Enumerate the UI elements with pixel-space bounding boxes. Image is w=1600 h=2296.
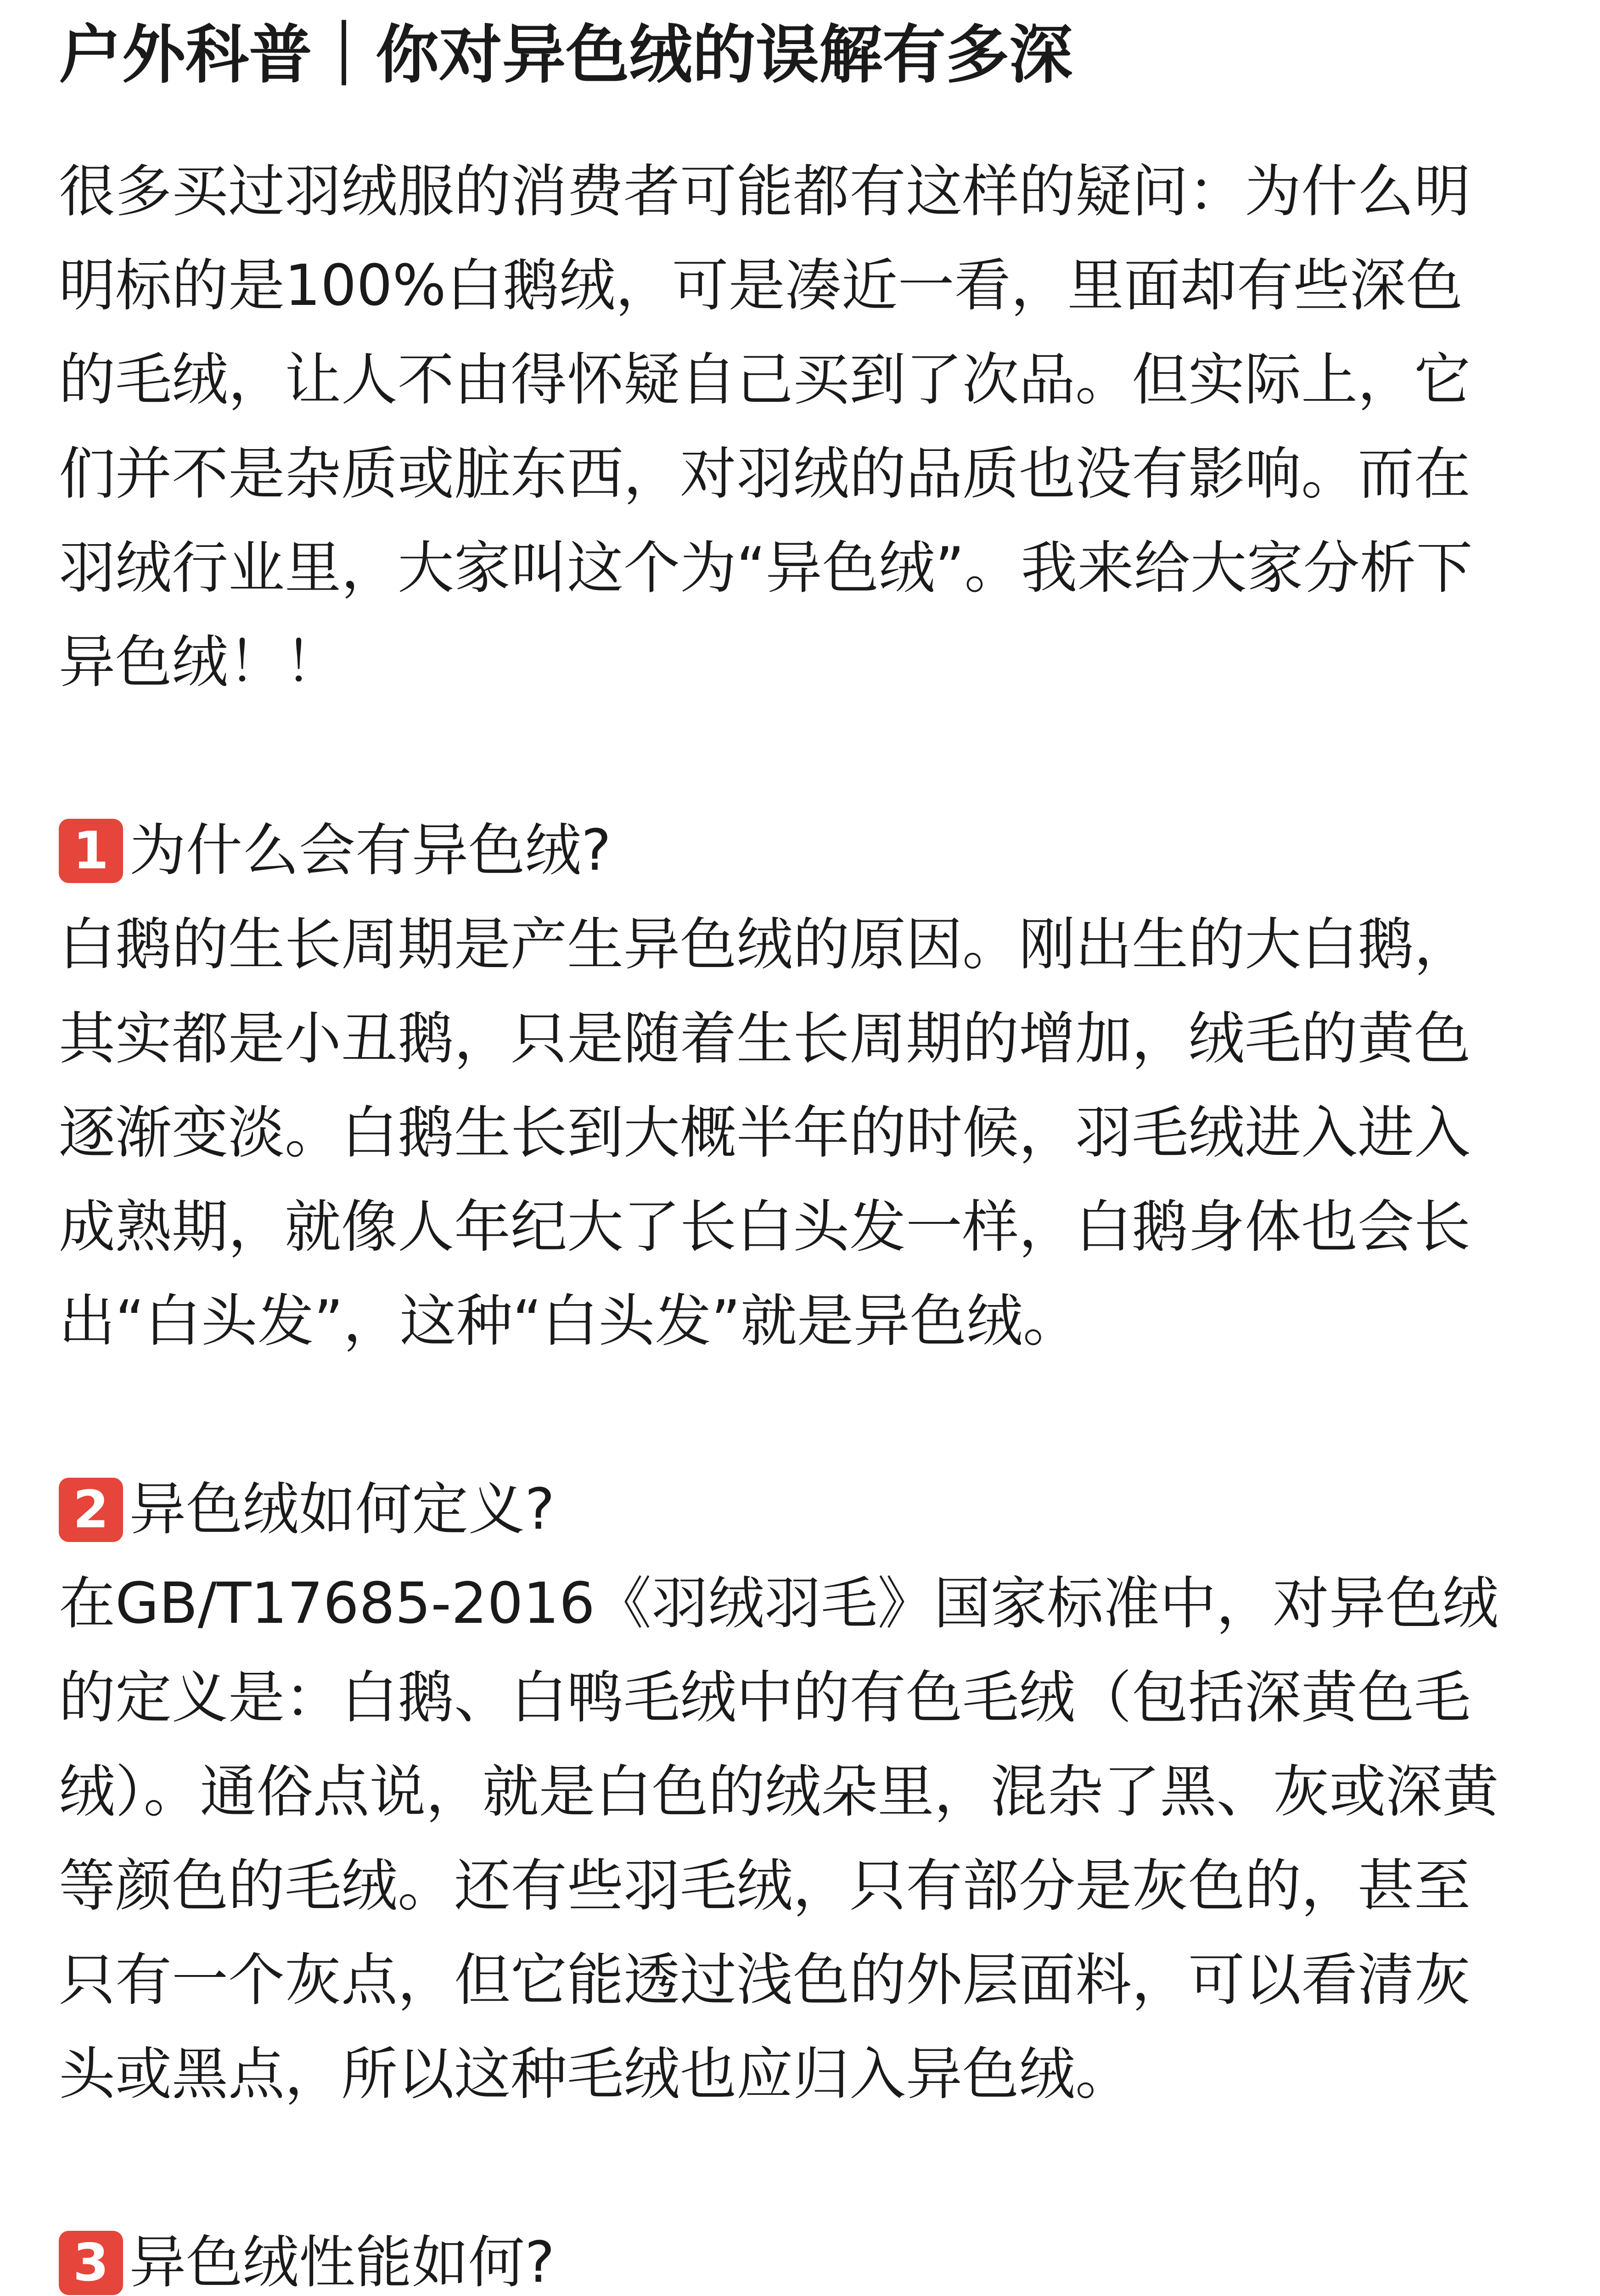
- intro-line: 羽绒行业里，大家叫这个为“异色绒”。我来给大家分析下: [59, 535, 1473, 601]
- intro-line: 很多买过羽绒服的消费者可能都有这样的疑问：为什么明: [59, 159, 1471, 225]
- intro-line: 异色绒！！: [59, 630, 341, 695]
- number-2-badge-icon: 2: [59, 1478, 123, 1542]
- intro-paragraph: [59, 145, 1549, 709]
- number-3-badge-icon: 3: [59, 2231, 123, 2295]
- body-line: 的定义是：白鹅、白鸭毛绒中的有色毛绒（包括深黄色毛: [59, 1665, 1471, 1731]
- section-heading: [59, 1463, 1549, 1557]
- body-line: 白鹅的生长周期是产生异色绒的原因。刚出生的大白鹅，: [59, 912, 1471, 978]
- body-line: 等颜色的毛绒。还有些羽毛绒，只有部分是灰色的，甚至: [59, 1853, 1471, 1919]
- section-heading: [59, 2216, 1549, 2296]
- post-title: 户外科普｜你对异色绒的误解有多深: [59, 18, 1073, 92]
- section-heading-text: 为什么会有异色绒?: [129, 818, 612, 884]
- body-line: 只有一个灰点，但它能透过浅色的外层面料，可以看清灰: [59, 1947, 1471, 2013]
- section-2: [59, 1463, 1549, 2122]
- body-line: 逐渐变淡。白鹅生长到大概半年的时候，羽毛绒进入进入: [59, 1100, 1471, 1166]
- spacer: [59, 1368, 1549, 1463]
- spacer: [59, 709, 1549, 804]
- spacer: [59, 101, 1549, 145]
- body-line: 绒）。通俗点说，就是白色的绒朵里，混杂了黑、灰或深黄: [59, 1759, 1499, 1825]
- body-line: 在GB/T17685-2016《羽绒羽毛》国家标准中，对异色绒: [59, 1571, 1499, 1637]
- body-line: 成熟期，就像人年纪大了长白头发一样，白鹅身体也会长: [59, 1194, 1471, 1260]
- spacer: [59, 2122, 1549, 2216]
- intro-line: 们并不是杂质或脏东西，对羽绒的品质也没有影响。而在: [59, 441, 1471, 507]
- number-1-badge-icon: 1: [59, 819, 123, 883]
- section-heading-text: 异色绒如何定义?: [129, 1477, 555, 1542]
- section-body: [59, 898, 1549, 1368]
- body-line: 其实都是小丑鹅，只是随着生长周期的增加，绒毛的黄色: [59, 1006, 1471, 1072]
- section-3: [59, 2216, 1549, 2296]
- body-line: 头或黑点，所以这种毛绒也应归入异色绒。: [59, 2042, 1132, 2107]
- section-heading: [59, 804, 1549, 898]
- section-heading-text: 异色绒性能如何?: [129, 2230, 555, 2296]
- section-body: [59, 1557, 1549, 2122]
- intro-line: 明标的是100%白鹅绒，可是凑近一看，里面却有些深色: [59, 253, 1463, 319]
- section-1: [59, 804, 1549, 1368]
- intro-line: 的毛绒，让人不由得怀疑自己买到了次品。但实际上，它: [59, 347, 1471, 413]
- body-line: 出“白头发”，这种“白头发”就是异色绒。: [59, 1289, 1079, 1354]
